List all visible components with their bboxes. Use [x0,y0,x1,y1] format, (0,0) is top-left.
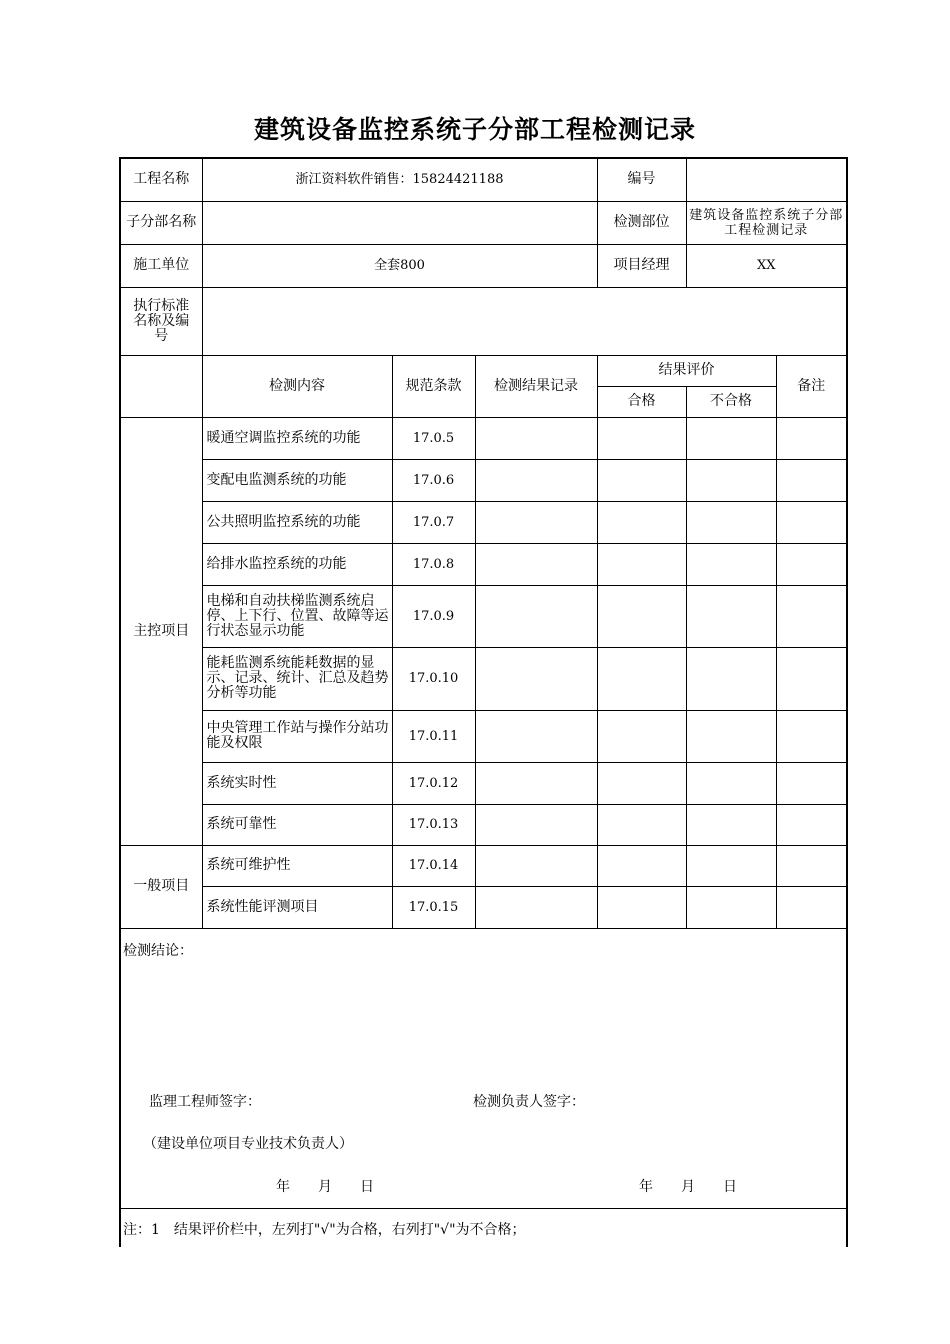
record-cell[interactable] [475,845,597,886]
fail-cell[interactable] [686,459,776,501]
fail-cell[interactable] [686,886,776,928]
record-cell[interactable] [475,710,597,762]
test-part-value[interactable]: 建筑设备监控系统子分部工程检测记录 [686,201,847,244]
table-row [120,543,847,585]
remark-cell[interactable] [776,417,847,459]
project-name-label: 工程名称 [120,158,202,201]
item-clause: 17.0.9 [392,585,475,647]
table-row [120,647,847,710]
item-clause: 17.0.6 [392,459,475,501]
contractor-label: 施工单位 [120,244,202,287]
record-cell[interactable] [475,501,597,543]
item-clause: 17.0.10 [392,647,475,710]
remark-cell[interactable] [776,886,847,928]
item-content: 系统性能评测项目 [202,886,392,928]
remark-cell[interactable] [776,459,847,501]
date-right[interactable]: 年 月 日 [639,1179,737,1195]
standard-label: 执行标准名称及编号 [120,287,202,355]
document-title: 建筑设备监控系统子分部工程检测记录 [253,115,696,144]
pass-cell[interactable] [597,710,686,762]
item-clause: 17.0.14 [392,845,475,886]
table-row [120,762,847,804]
column-record: 检测结果记录 [475,355,597,417]
table-row [120,886,847,928]
remark-cell[interactable] [776,585,847,647]
contractor-value[interactable]: 全套800 [202,244,597,287]
item-clause: 17.0.11 [392,710,475,762]
number-label: 编号 [597,158,686,201]
project-name-value[interactable]: 浙江资料软件销售：15824421188 [202,158,597,201]
manager-label: 项目经理 [597,244,686,287]
remark-cell[interactable] [776,710,847,762]
remark-cell[interactable] [776,543,847,585]
item-content: 系统可维护性 [202,845,392,886]
pass-cell[interactable] [597,886,686,928]
item-content: 系统实时性 [202,762,392,804]
date-left[interactable]: 年 月 日 [276,1179,374,1195]
item-content: 中央管理工作站与操作分站功能及权限 [202,710,392,762]
record-cell[interactable] [475,886,597,928]
item-content: 电梯和自动扶梯监测系统启停、上下行、位置、故障等运行状态显示功能 [202,585,392,647]
record-cell[interactable] [475,417,597,459]
fail-cell[interactable] [686,501,776,543]
pass-cell[interactable] [597,804,686,845]
column-content: 检测内容 [202,355,392,417]
item-clause: 17.0.12 [392,762,475,804]
column-remark: 备注 [776,355,847,417]
pass-cell[interactable] [597,585,686,647]
number-value[interactable] [686,158,847,201]
pass-cell[interactable] [597,543,686,585]
item-clause: 17.0.5 [392,417,475,459]
fail-cell[interactable] [686,585,776,647]
column-clause: 规范条款 [392,355,475,417]
owner-note: （建设单位项目专业技术负责人） [143,1136,353,1152]
item-clause: 17.0.8 [392,543,475,585]
subdivision-label: 子分部名称 [120,201,202,244]
fail-cell[interactable] [686,417,776,459]
table-row [120,417,847,459]
supervisor-signature[interactable]: 监理工程师签字： [149,1094,261,1110]
general-group-label: 一般项目 [120,845,202,928]
fail-cell[interactable] [686,845,776,886]
remark-cell[interactable] [776,501,847,543]
table-row [120,459,847,501]
table-row [120,804,847,845]
remark-cell[interactable] [776,762,847,804]
record-cell[interactable] [475,585,597,647]
standard-value[interactable] [202,287,847,355]
table-row [120,501,847,543]
column-evaluation: 结果评价 [597,355,776,386]
fail-cell[interactable] [686,804,776,845]
footnote: 注：1 结果评价栏中，左列打"√"为合格，右列打"√"为不合格； [123,1222,526,1238]
item-clause: 17.0.15 [392,886,475,928]
item-content: 公共照明监控系统的功能 [202,501,392,543]
fail-cell[interactable] [686,710,776,762]
pass-cell[interactable] [597,417,686,459]
table-row [120,845,847,886]
item-content: 给排水监控系统的功能 [202,543,392,585]
remark-cell[interactable] [776,845,847,886]
conclusion-label: 检测结论： [123,943,193,959]
fail-cell[interactable] [686,647,776,710]
remark-cell[interactable] [776,647,847,710]
subdivision-value[interactable] [202,201,597,244]
pass-cell[interactable] [597,845,686,886]
pass-cell[interactable] [597,762,686,804]
record-cell[interactable] [475,459,597,501]
fail-cell[interactable] [686,543,776,585]
pass-cell[interactable] [597,647,686,710]
item-clause: 17.0.7 [392,501,475,543]
fail-cell[interactable] [686,762,776,804]
item-content: 变配电监测系统的功能 [202,459,392,501]
column-fail: 不合格 [686,386,776,417]
main-group-label: 主控项目 [120,417,202,845]
table-row [120,710,847,762]
test-part-label: 检测部位 [597,201,686,244]
inspection-table [119,157,848,929]
pass-cell[interactable] [597,501,686,543]
header-blank-cell [120,355,202,417]
record-cell[interactable] [475,762,597,804]
table-row [120,585,847,647]
item-content: 能耗监测系统能耗数据的显示、记录、统计、汇总及趋势分析等功能 [202,647,392,710]
remark-cell[interactable] [776,804,847,845]
tester-signature[interactable]: 检测负责人签字： [473,1094,585,1110]
column-pass: 合格 [597,386,686,417]
manager-value[interactable]: XX [686,244,847,287]
item-content: 暖通空调监控系统的功能 [202,417,392,459]
pass-cell[interactable] [597,459,686,501]
item-content: 系统可靠性 [202,804,392,845]
item-clause: 17.0.13 [392,804,475,845]
record-cell[interactable] [475,804,597,845]
note-divider [121,1208,846,1209]
record-cell[interactable] [475,647,597,710]
conclusion-section [119,927,848,1247]
record-cell[interactable] [475,543,597,585]
